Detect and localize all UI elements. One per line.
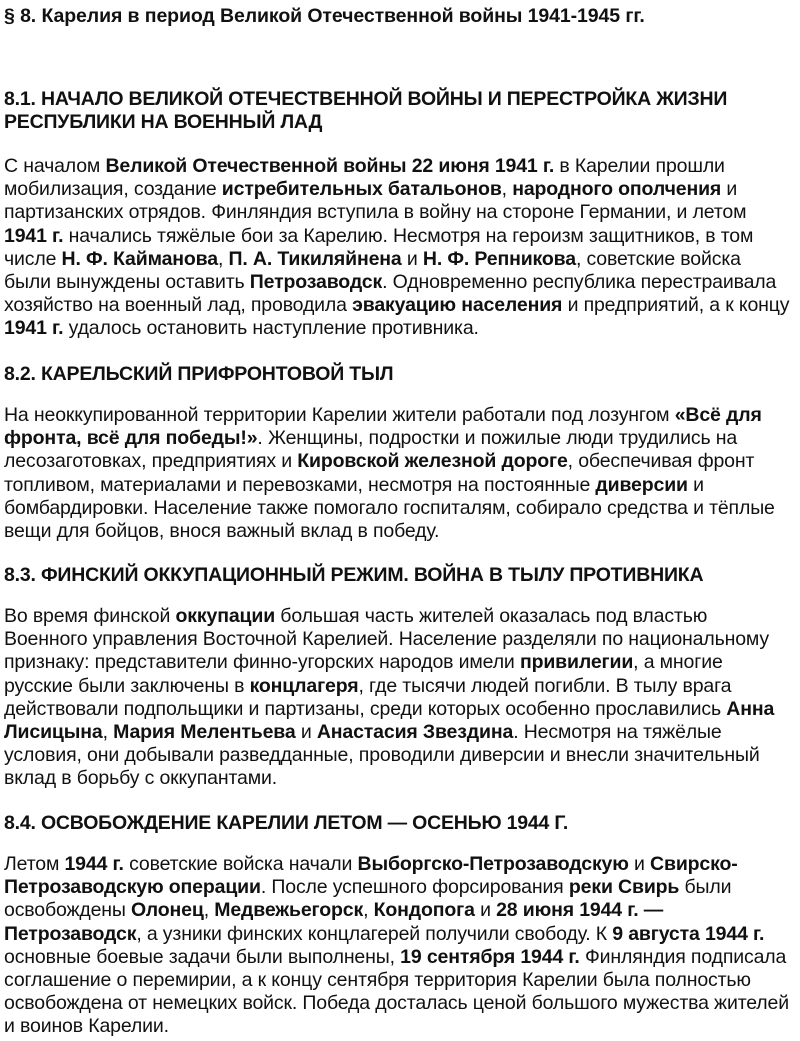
text-run: , а узники финских концлагерей получили свободу. К [136,922,613,945]
text-run: удалось остановить наступление противника. [63,317,479,340]
text-run: советские войска начали [123,853,358,875]
text-run: и [474,899,497,922]
bold-term: Н. Ф. Кайманова [61,247,218,270]
section-heading-8-4: 8.4. ОСВОБОЖДЕНИЕ КАРЕЛИИ ЛЕТОМ — ОСЕНЬЮ 1944 Г. [4,812,569,834]
text-run: и [295,721,317,744]
text-run: , где тысячи людей погибли. В тылу врага действовали подпольщики и партизаны, среди которых особенно прославились [4,674,732,720]
text-run: начались тяжёлые бои за Карелию. Несмотря на героизм защитников, в том числе [4,224,754,270]
bold-term: Н. Ф. Репникова [422,247,576,270]
text-run: и [628,853,651,875]
bold-term: 1941 г. [4,317,64,340]
bold-term: 19 сентября 1944 г. [400,945,580,968]
text-run: и предприятий, а к концу [562,294,790,317]
section-paragraph-8-1 [4,155,792,341]
bold-term: Выборгско-Петрозаводскую [357,853,629,875]
bold-term: Свирско-Петрозаводскую операции [4,853,738,899]
text-run: , обеспечивая фронт топливом, материалами и перевозками, несмотря на постоянные [4,450,755,496]
text-run: , [102,721,114,744]
bold-term: народного ополчения [512,178,722,201]
text-run: , [363,899,374,922]
text-run: . Одновременно республика перестраивала хозяйство на военный лад, проводила [4,271,777,317]
text-run: Летом [4,853,65,875]
bold-term: Анна Лисицына [4,697,775,744]
text-run: , [217,247,229,270]
text-run: С началом [4,155,106,177]
bold-term: истребительных батальонов [221,178,502,201]
bold-term: реки Свирь [568,876,680,899]
bold-term: 9 августа 1944 г. [612,922,765,945]
bold-term: 1944 г. [64,853,124,875]
text-run: На неоккупированной территории Карелии жители работали под лозунгом [4,404,675,426]
bold-term: Мария Мелентьева [113,721,296,744]
bold-term: Петрозаводск [249,271,383,294]
section-paragraph-8-2 [4,404,792,543]
bold-term: П. А. Тикиляйнена [228,247,402,270]
text-run: Финляндия подписала соглашение о перемирии, а к концу сентября территория Карелии была полностью освобождена от немецких войск. Победа досталась ценой большого мужества жителей и воинов Карелии. [4,945,789,1038]
bold-term: привилегии [519,651,634,674]
text-run: в Карелии прошли мобилизация, создание [4,155,725,201]
bold-term: Великой Отечественной войны 22 июня 1941 г. [105,155,555,177]
bold-term: Кондопога [373,899,475,922]
bold-term: Олонец [131,899,204,922]
text-run: . Женщины, подростки и пожилые люди трудились на лесозаготовках, предприятиях и [4,427,738,473]
bold-term: 28 июня 1944 г. — Петрозаводск [4,899,664,945]
bold-term: «Всё для фронта, всё для победы!» [4,404,762,450]
section-heading-8-1: 8.1. НАЧАЛО ВЕЛИКОЙ ОТЕЧЕСТВЕННОЙ ВОЙНЫ И ПЕРЕСТРОЙКА ЖИЗНИ РЕСПУБЛИКИ НА ВОЕННЫЙ ЛАД [4,88,728,133]
text-run: . Несмотря на тяжёлые условия, они добывали разведданные, проводили диверсии и внесли значительный вклад в борьбу с оккупантами. [4,721,760,790]
section-heading-8-3: 8.3. ФИНСКИЙ ОККУПАЦИОННЫЙ РЕЖИМ. ВОЙНА В ТЫЛУ ПРОТИВНИКА [4,564,704,586]
section-paragraph-8-4 [4,853,792,1039]
bold-term: Анастасия Звездина [316,721,514,744]
section-paragraph-8-3 [4,605,792,791]
bold-term: диверсии [595,473,688,496]
bold-term: оккупации [175,605,276,627]
bold-term: Кировской железной дороге [297,450,568,473]
text-run: Во время финской [4,605,176,627]
text-run: , [501,178,513,201]
text-run: , советские войска были вынуждены оставить [4,247,741,294]
bold-term: Медвежьегорск [214,899,364,922]
text-run: и партизанских отрядов. Финляндия вступила в войну на стороне Германии, и летом [4,178,747,224]
section-heading-8-2: 8.2. КАРЕЛЬСКИЙ ПРИФРОНТОВОЙ ТЫЛ [4,363,394,385]
bold-term: эвакуацию населения [352,294,563,317]
text-run: большая часть жителей оказалась под властью Военного управления Восточной Карелией. Население разделяли по национальному признаку: представители финно-угорских народов имели [4,605,769,674]
text-run: основные боевые задачи были выполнены, [4,945,401,968]
text-run: были освобождены [4,876,732,922]
text-run: , а многие русские были заключены в [4,651,723,697]
text-run: и [401,247,423,270]
text-run: , [203,899,215,922]
text-run: . После успешного форсирования [260,876,569,899]
text-run: и бомбардировки. Население также помогало госпиталям, собирало средства и тёплые вещи для бойцов, внося важный вклад в победу. [4,473,775,543]
page-title: § 8. Карелия в период Великой Отечественной войны 1941-1945 гг. [4,5,645,27]
bold-term: 1941 г. [4,224,64,247]
bold-term: концлагеря [249,674,359,697]
